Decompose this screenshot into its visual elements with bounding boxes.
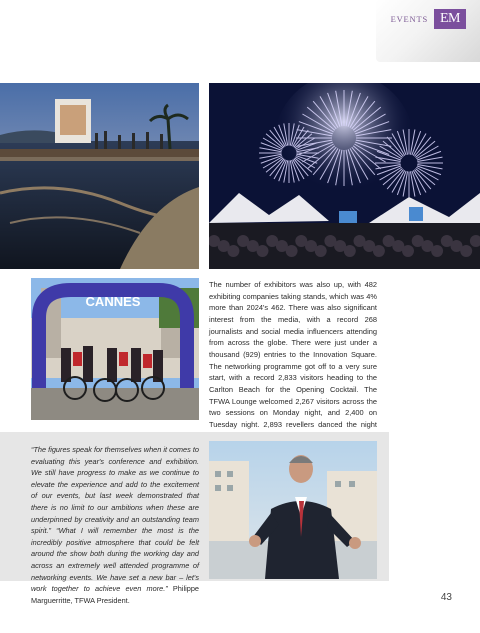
em-logo: EM: [434, 9, 466, 29]
fireworks-photo: [209, 83, 480, 269]
speaker-photo: [209, 441, 377, 579]
quote-text: “The figures speak for themselves when it comes to evaluating this year's conference and exhibition. We still have progress to make as we continue to elevate the experience and add to the excitement of our events, but last week demonstrated that there is no limit to our ambitions when these are underpinned by creativity and an outstanding team spirit.” “What I will remember the most is the incredibly positive atmosphere that could be felt around the show both during the working day and across an extremely well attended programme of networking events. We have set a new bar – let's work together to achieve even more.”: [31, 445, 199, 594]
cyclists-photo: [31, 278, 199, 420]
section-label: EVENTS: [390, 14, 428, 24]
pull-quote: [31, 444, 199, 606]
page-number: 43: [440, 592, 452, 603]
cannes-arch-text: CANNES: [85, 294, 141, 309]
waterfront-photo: [0, 83, 199, 269]
article-body-text: The number of exhibitors was also up, with 482 exhibiting companies taking stands, which was 4% more than 2024's 462. There was also significant interest from the media, with a record 268 journalists and social media influencers attending from across the globe. There were just under a thousand (929) entries to the Innovation Square. The networking programme got off to a very sure start, with a record 2,833 visitors heading to the Carlton Beach for the Opening Cocktail. The TFWA Lounge welcomed 2,267 visitors across the two sessions on Monday night, and 2,400 on Tuesday night. 2,893 revellers danced the night: [209, 280, 377, 429]
quote-attribution: Philippe Marguerritte, TFWA President.: [31, 584, 200, 605]
